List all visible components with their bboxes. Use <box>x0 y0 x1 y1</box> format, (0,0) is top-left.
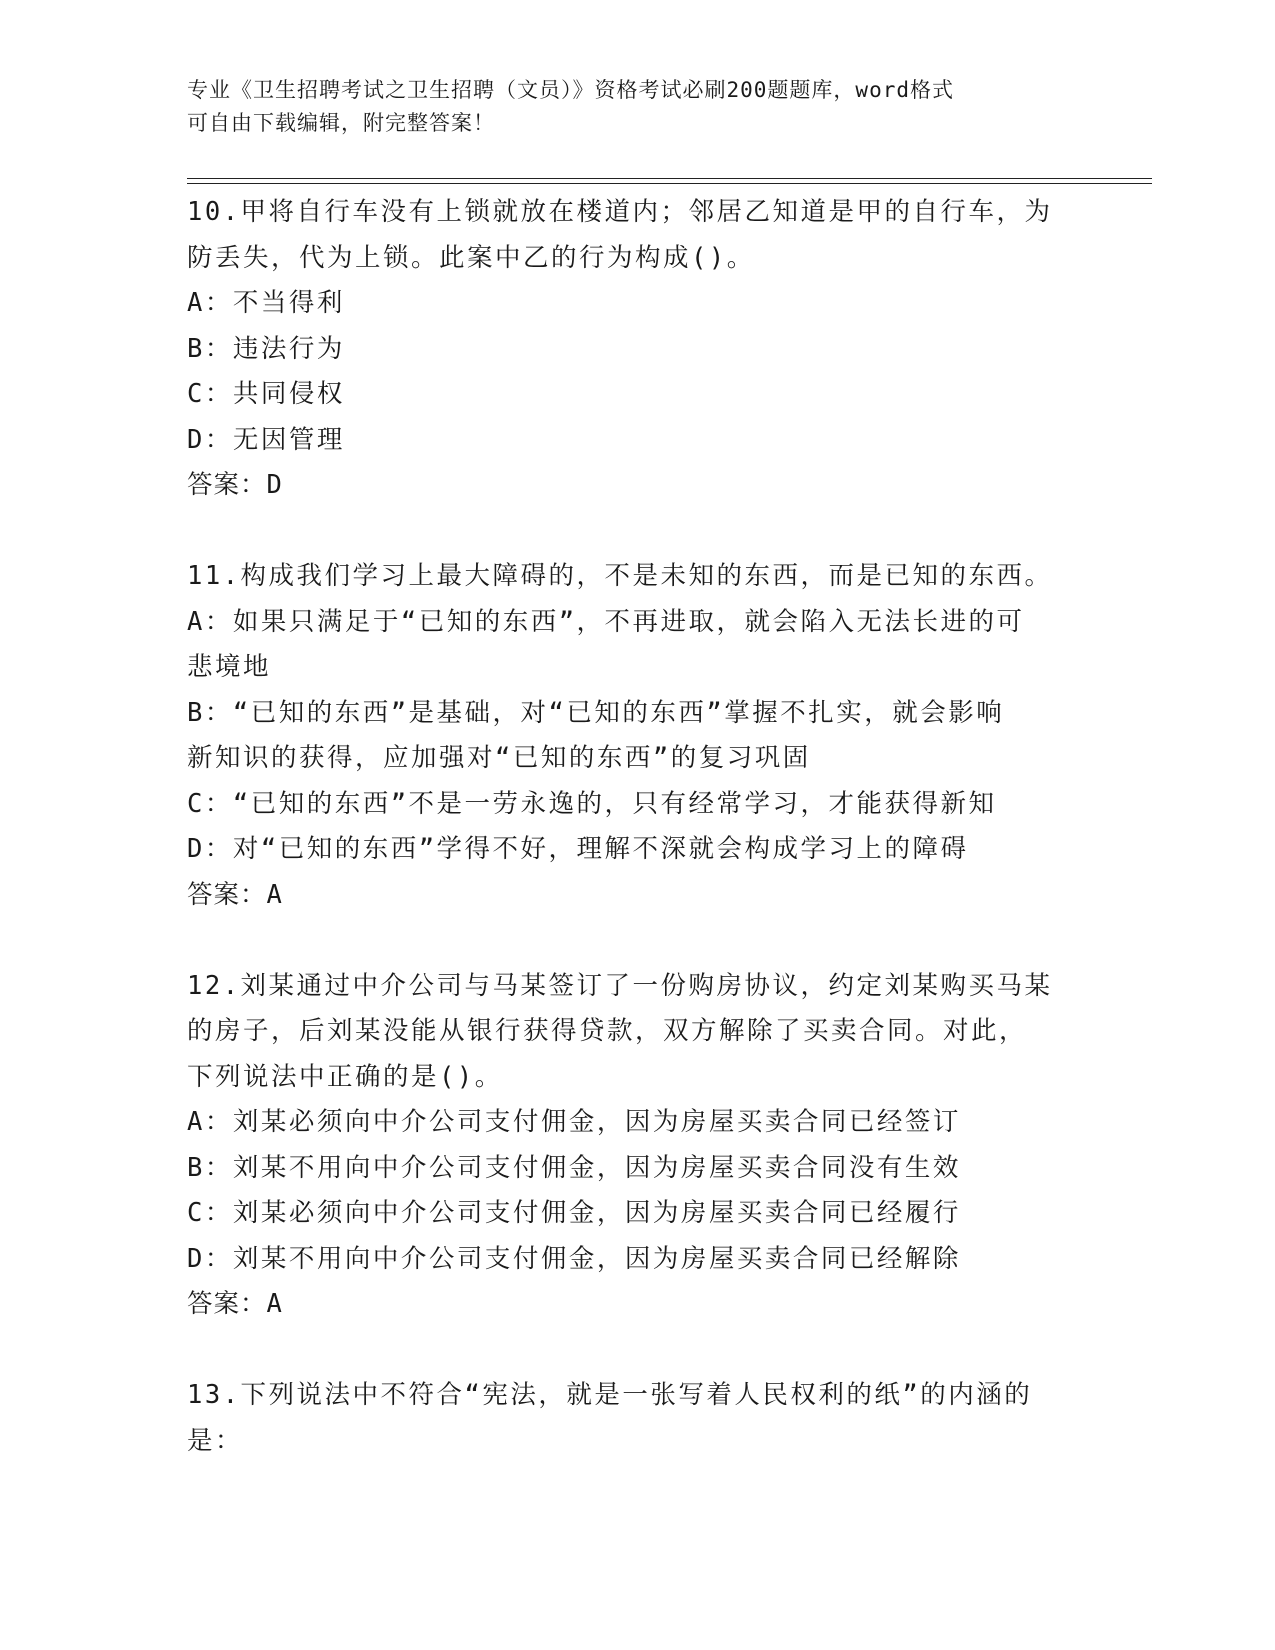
question-stem: 的房子，后刘某没能从银行获得贷款，双方解除了买卖合同。对此， <box>187 1016 1028 1046</box>
answer: 答案：A <box>187 879 283 910</box>
option-d: D：对“已知的东西”学得不好，理解不深就会构成学习上的障碍 <box>187 834 969 864</box>
option-b: B：刘某不用向中介公司支付佣金，因为房屋买卖合同没有生效 <box>187 1152 961 1183</box>
answer: 答案：A <box>187 1289 283 1319</box>
option-c: C：共同侵权 <box>187 379 345 409</box>
option-b-continued: 新知识的获得，应加强对“已知的东西”的复习巩固 <box>187 743 811 773</box>
question-stem: 10.甲将自行车没有上锁就放在楼道内；邻居乙知道是甲的自行车，为 <box>187 197 1053 227</box>
option-b: B：“已知的东西”是基础，对“已知的东西”掌握不扎实，就会影响 <box>187 697 1005 728</box>
option-a: A：不当得利 <box>187 288 345 318</box>
question-11 <box>187 554 1087 918</box>
header-divider-bottom <box>187 183 1152 184</box>
question-stem: 11.构成我们学习上最大障碍的，不是未知的东西，而是已知的东西。 <box>187 561 1053 591</box>
option-a: A：如果只满足于“已知的东西”，不再进取，就会陷入无法长进的可 <box>187 606 1025 637</box>
answer: 答案：D <box>187 470 283 500</box>
option-a-continued: 悲境地 <box>187 652 272 682</box>
question-12 <box>187 964 1087 1328</box>
header-divider-top <box>187 178 1152 179</box>
option-c: C：刘某必须向中介公司支付佣金，因为房屋买卖合同已经履行 <box>187 1198 961 1228</box>
question-stem: 防丢失，代为上锁。此案中乙的行为构成()。 <box>187 242 755 273</box>
header-line: 专业《卫生招聘考试之卫生招聘（文员）》资格考试必刷200题题库，word格式 <box>187 78 954 102</box>
question-stem: 12.刘某通过中介公司与马某签订了一份购房协议，约定刘某购买马某 <box>187 970 1053 1001</box>
header-line: 可自由下载编辑，附完整答案！ <box>187 111 495 135</box>
question-stem: 下列说法中正确的是()。 <box>187 1061 503 1092</box>
question-stem: 13.下列说法中不符合“宪法，就是一张写着人民权利的纸”的内涵的 <box>187 1380 1033 1410</box>
question-list <box>187 190 1087 1510</box>
option-c: C：“已知的东西”不是一劳永逸的，只有经常学习，才能获得新知 <box>187 788 997 819</box>
question-stem: 是： <box>187 1425 244 1456</box>
question-10 <box>187 190 1087 509</box>
option-d: D：刘某不用向中介公司支付佣金，因为房屋买卖合同已经解除 <box>187 1243 961 1274</box>
option-b: B：违法行为 <box>187 333 345 364</box>
option-a: A：刘某必须向中介公司支付佣金，因为房屋买卖合同已经签订 <box>187 1107 961 1137</box>
question-13 <box>187 1373 1087 1464</box>
document-header <box>187 74 1067 140</box>
option-d: D：无因管理 <box>187 424 345 455</box>
